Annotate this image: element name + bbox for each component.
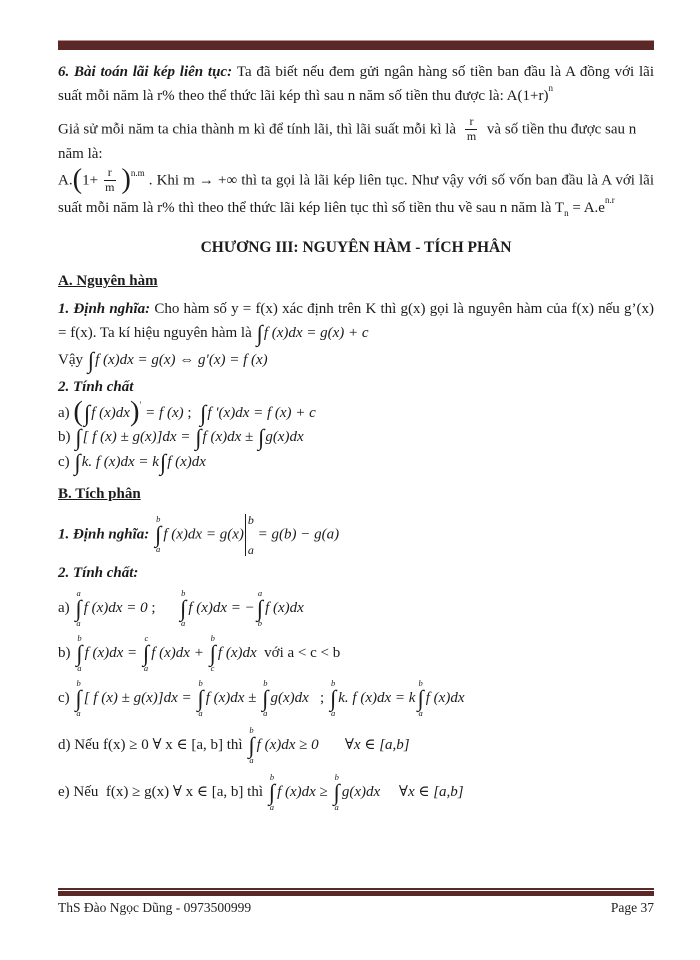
para-continuous-limit xyxy=(58,164,654,220)
integral-with-limits xyxy=(269,773,275,812)
integral-lower-limit: a xyxy=(330,708,336,719)
integral-lower-limit: a xyxy=(418,708,423,719)
integral-with-limits xyxy=(262,679,268,718)
integral-symbol-icon: ∫ xyxy=(75,595,82,621)
footer-divider-thick xyxy=(58,891,654,896)
math-run: f (x)dx ± xyxy=(205,689,261,706)
text-run xyxy=(319,737,345,753)
integral-symbol-icon: ∫ xyxy=(180,595,187,621)
integral-property-c xyxy=(58,679,654,718)
text-run: ; xyxy=(183,404,200,421)
text-run: e) Nếu f(x) ≥ g(x) ∀ x ∈ [a, b] thì xyxy=(58,784,267,801)
antiderivative-property-c: c) ∫k. f (x)dx = k∫f (x)dx xyxy=(58,450,206,476)
integral-symbol-icon: ∫ xyxy=(262,685,269,711)
text-run: = A.e xyxy=(568,199,605,216)
bold-italic-label: 1. Định nghĩa: xyxy=(58,301,155,318)
text-run: a) xyxy=(58,599,74,616)
math-run: f (x)dx = 0 xyxy=(83,599,148,616)
text-run: Giả sử mỗi năm ta chia thành m kì để tính lãi, thì lãi suất mỗi kì là xyxy=(58,121,460,138)
integral-lower-limit: a xyxy=(249,755,254,766)
math-run: ∀x ∈ [a,b] xyxy=(398,784,464,801)
integral-upper-limit: b xyxy=(269,772,275,783)
integral-symbol-icon: ∫ xyxy=(329,685,337,711)
integral-upper-limit: b xyxy=(156,514,161,525)
integral-symbol-icon: ∫ xyxy=(268,780,276,806)
fraction-denominator: m xyxy=(466,128,477,143)
content-blocks xyxy=(58,60,654,812)
section-a-title xyxy=(58,269,654,293)
integral-with-limits xyxy=(197,679,203,718)
integral-property-b xyxy=(58,634,654,673)
integral-with-limits xyxy=(143,634,149,673)
text-run: . Khi m → +∞ thì ta gọi là lãi kép liên tục. Như vậy với số vốn ban đầu là A với lãi suất mỗi năm là r% thì theo thể thức lãi kép liên tục thì số tiền thu về sau n năm là T xyxy=(58,173,654,216)
text-run: ; xyxy=(308,689,328,706)
integral-with-limits xyxy=(75,679,81,718)
integral-lower-limit: a xyxy=(156,544,161,555)
integral-upper-limit: c xyxy=(144,632,149,643)
footer-row xyxy=(58,900,654,916)
big-paren: ( xyxy=(73,396,83,428)
integral-with-limits xyxy=(76,634,82,673)
para-compound-interest xyxy=(58,60,654,108)
integral-upper-limit: b xyxy=(249,725,254,736)
evaluation-bar xyxy=(245,514,254,556)
text-run: CHƯƠNG III: NGUYÊN HÀM - TÍCH PHÂN xyxy=(200,239,512,257)
integral-property-a xyxy=(58,589,654,628)
fraction-numerator: r xyxy=(104,166,116,181)
integral-lower-limit: b xyxy=(257,617,263,628)
integral-symbol-icon: ∫ xyxy=(197,685,204,711)
math-run: [ f (x) ± g(x)]dx = xyxy=(83,689,196,706)
integral-upper-limit: b xyxy=(334,772,339,783)
integral-upper-limit: a xyxy=(257,587,263,598)
integral-symbol-icon: ∫ xyxy=(333,780,340,806)
big-paren: ) xyxy=(121,164,131,196)
integral-upper-limit: b xyxy=(198,677,203,688)
integral-lower-limit: a xyxy=(76,708,81,719)
math-run: f (x)dx = g(x) + c xyxy=(263,325,369,342)
text-run: (1+r) xyxy=(517,88,549,104)
integral-symbol-icon: ∫ xyxy=(155,522,162,548)
footer xyxy=(58,888,654,916)
text-run: và số tiền thu được sau n năm là: xyxy=(58,121,641,162)
big-paren: ( xyxy=(72,164,83,196)
math-run: f (x)dx = xyxy=(84,644,141,661)
integral-property-d xyxy=(58,726,654,765)
integral-symbol-icon: ∫ xyxy=(248,733,255,759)
math-run: f ′(x)dx = f (x) + c xyxy=(207,404,316,421)
integral-symbol-icon: ∫ xyxy=(256,595,264,621)
math-run: ∀x ∈ [a,b] xyxy=(344,737,410,754)
math-run: f (x)dx xyxy=(217,644,257,661)
fraction-denominator: m xyxy=(105,180,115,195)
fraction xyxy=(101,166,118,195)
section-b-title xyxy=(58,482,654,506)
text-run: b) xyxy=(58,429,75,446)
math-run: f (x)dx ≥ 0 xyxy=(256,737,319,754)
integral-upper-limit: b xyxy=(76,677,81,688)
integral-with-limits xyxy=(334,773,340,812)
integral-symbol-icon: ∫ xyxy=(417,685,424,711)
integral-with-limits xyxy=(417,679,423,718)
superscript: ′ xyxy=(139,399,142,410)
page-content xyxy=(58,52,654,812)
integral-lower-limit: c xyxy=(210,662,215,673)
math-run: = f (x) xyxy=(141,404,184,421)
math-run: g(x)dx xyxy=(341,784,381,801)
chapter-heading xyxy=(58,236,654,261)
text-run: Vậy xyxy=(58,352,87,369)
antiderivative-property-b: b) ∫[ f (x) ± g(x)]dx = ∫f (x)dx ± ∫g(x)dx xyxy=(58,425,304,451)
integral-definition xyxy=(58,514,654,556)
fraction-numerator: r xyxy=(465,115,477,130)
eval-lower-limit: a xyxy=(247,542,254,557)
integral-with-limits xyxy=(257,589,263,628)
footer-author: ThS Đào Ngọc Dũng - 0973500999 xyxy=(58,900,252,915)
integral-with-limits xyxy=(180,589,186,628)
integral-upper-limit: b xyxy=(418,677,423,688)
text-run: a) xyxy=(58,404,74,421)
top-divider-bar xyxy=(58,40,654,50)
footer-page-number: Page 37 xyxy=(610,900,654,915)
integral-upper-limit: a xyxy=(76,587,81,598)
footer-divider-thin xyxy=(58,888,654,890)
fraction xyxy=(463,115,480,144)
math-run: f (x)dx xyxy=(265,599,304,616)
integral-symbol-icon: ∫ xyxy=(75,685,82,711)
integral-property-e xyxy=(58,773,654,812)
math-run: f (x)dx xyxy=(167,454,206,471)
subscript: n xyxy=(564,207,569,218)
math-run: f (x)dx ≥ xyxy=(277,784,332,801)
text-run: d) Nếu f(x) ≥ 0 ∀ x ∈ [a, b] thì xyxy=(58,737,247,754)
text-run: A. Nguyên hàm xyxy=(58,273,158,290)
integral-upper-limit: b xyxy=(181,587,186,598)
integral-lower-limit: a xyxy=(77,662,82,673)
text-run xyxy=(380,784,399,800)
integral-symbol-icon: ∫ xyxy=(142,640,150,666)
integral-lower-limit: a xyxy=(198,708,203,719)
math-run: k. f (x)dx = k xyxy=(81,454,159,471)
integral-lower-limit: a xyxy=(263,708,268,719)
integral-symbol-icon: ∫ xyxy=(209,640,216,666)
math-run: f (x)dx = g(x) ⇔ g′(x) = f (x) xyxy=(95,352,268,369)
integral-lower-limit: a xyxy=(334,802,339,813)
integral-with-limits xyxy=(210,634,216,673)
math-run: g(x)dx xyxy=(265,429,304,446)
superscript: n.m xyxy=(130,168,145,179)
math-run: f (x)dx xyxy=(91,404,130,421)
big-paren: ) xyxy=(129,396,140,428)
eval-upper-limit: b xyxy=(247,512,254,527)
antiderivative-property-a: a) (∫f (x)dx)′ = f (x) ; ∫f ′(x)dx = f (x) + c xyxy=(58,396,316,428)
math-run: f (x)dx = g(x) xyxy=(163,526,244,543)
integral-upper-limit: b xyxy=(77,632,82,643)
text-run: b) xyxy=(58,644,75,661)
para-period-split xyxy=(58,116,654,163)
integral-upper-limit: b xyxy=(263,677,268,688)
text-run: B. Tích phân xyxy=(58,485,141,502)
math-run: [ f (x) ± g(x)]dx = xyxy=(82,429,195,446)
antiderivative-definition: 1. Định nghĩa: Cho hàm số y = f(x) xác định trên K thì g(x) gọi là nguyên hàm của f(x) nếu g’(x) = f(x). Ta kí hiệu nguyên hàm là ∫f (x)dx = g(x) + c xyxy=(58,301,654,347)
text-run: với a < c < b xyxy=(256,644,341,661)
integral-lower-limit: a xyxy=(269,802,274,813)
text-run: Cho hàm số y = f(x) xác định trên K thì g(x) gọi là nguyên hàm của f(x) nếu g’(x) = f(x). Ta kí hiệu nguyên hàm là xyxy=(58,301,654,342)
integral-symbol-icon: ∫ xyxy=(76,640,83,666)
text-run: A. xyxy=(58,173,73,190)
integral-upper-limit: b xyxy=(210,632,215,643)
superscript: n.r xyxy=(604,194,615,205)
text-run: ; xyxy=(147,599,178,616)
integral-lower-limit: a xyxy=(76,617,81,628)
integral-lower-limit: a xyxy=(181,617,186,628)
superscript: n xyxy=(548,83,553,93)
math-run: g(x)dx xyxy=(270,689,309,706)
math-run: f (x)dx + xyxy=(151,644,208,661)
bold-italic-label: 2. Tính chất: xyxy=(58,564,139,581)
math-run: f (x)dx = − xyxy=(188,599,255,616)
math-run: f (x)dx ± xyxy=(202,429,257,446)
math-run: f (x)dx xyxy=(425,689,465,706)
antiderivative-properties-title xyxy=(58,378,654,397)
bold-italic-label: 1. Định nghĩa: xyxy=(58,526,154,543)
bold-italic-label: 2. Tính chất xyxy=(58,378,134,395)
integral-with-limits xyxy=(75,589,81,628)
integral-properties-title xyxy=(58,564,654,583)
bold-italic-label: 6. Bài toán lãi kép liên tục: xyxy=(58,64,237,80)
integral-upper-limit: b xyxy=(331,677,336,688)
integral-lower-limit: a xyxy=(143,662,149,673)
integral-with-limits xyxy=(155,515,161,554)
text-run: 1+ xyxy=(82,173,99,190)
text-run: c) xyxy=(58,689,74,706)
text-run: Ta đã biết nếu đem gửi ngân hàng số tiền ban đầu là A đồng với lãi suất mỗi năm là r% theo thể thức lãi kép thì sau n năm số tiền thu được là: A xyxy=(58,64,654,104)
integral-with-limits xyxy=(248,726,254,765)
integral-with-limits xyxy=(330,679,336,718)
text-run: c) xyxy=(58,454,74,471)
math-run: k. f (x)dx = k xyxy=(338,689,416,706)
antiderivative-equivalence: Vậy ∫f (x)dx = g(x) ⇔ g′(x) = f (x) xyxy=(58,348,268,374)
math-run: = g(b) − g(a) xyxy=(253,526,340,543)
